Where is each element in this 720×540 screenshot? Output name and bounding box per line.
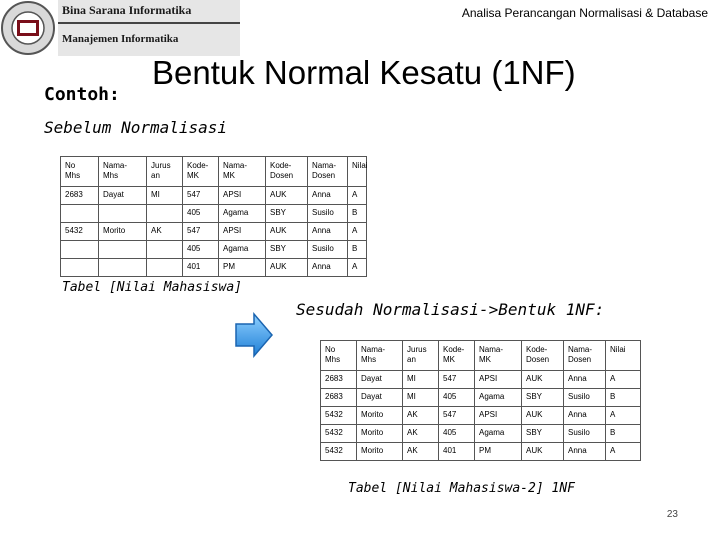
table-cell: Anna — [308, 223, 348, 241]
table-cell: 401 — [439, 443, 475, 461]
table-cell: SBY — [522, 425, 564, 443]
table-cell: B — [348, 241, 367, 259]
table-cell: Dayat — [357, 389, 403, 407]
table-cell: AUK — [522, 371, 564, 389]
logo-line1: Bina Sarana Informatika — [62, 3, 192, 17]
table-row — [61, 241, 367, 259]
table-cell — [99, 259, 147, 277]
column-header-text: Nama- — [479, 345, 504, 354]
table-cell: AK — [147, 223, 183, 241]
table-cell: MI — [403, 371, 439, 389]
table-row — [61, 259, 367, 277]
column-header-text: Mhs — [361, 355, 377, 364]
table-cell: 547 — [439, 371, 475, 389]
column-header — [99, 157, 147, 187]
column-header-text: Nilai — [610, 345, 626, 354]
table-cell — [61, 241, 99, 259]
table-cell: Dayat — [357, 371, 403, 389]
column-header-text: Kode- — [187, 161, 209, 170]
column-header-text: Nama- — [361, 345, 386, 354]
column-header — [183, 157, 219, 187]
table-cell: AK — [403, 407, 439, 425]
table-cell: Anna — [564, 407, 606, 425]
table-cell: AUK — [266, 259, 308, 277]
column-header — [321, 341, 357, 371]
table-row — [61, 187, 367, 205]
column-header-text: Mhs — [103, 171, 119, 180]
table-cell — [99, 241, 147, 259]
table-cell: APSI — [475, 407, 522, 425]
table-after-1nf — [320, 340, 641, 461]
column-header-text: No — [65, 161, 76, 170]
table-cell: Dayat — [99, 187, 147, 205]
column-header-text: Mhs — [65, 171, 81, 180]
table-cell: B — [606, 389, 641, 407]
table-cell: AUK — [522, 443, 564, 461]
table-cell: 5432 — [61, 223, 99, 241]
column-header — [61, 157, 99, 187]
logo-rule — [58, 22, 240, 24]
table-row — [321, 389, 641, 407]
column-header — [147, 157, 183, 187]
page-number: 23 — [666, 509, 678, 520]
column-header — [606, 341, 641, 371]
column-header — [357, 341, 403, 371]
table-cell: B — [606, 425, 641, 443]
column-header-text: MK — [187, 171, 199, 180]
table-cell: Agama — [475, 389, 522, 407]
column-header — [403, 341, 439, 371]
slide-title: Bentuk Normal Kesatu (1NF) — [152, 54, 576, 91]
table-cell: 401 — [183, 259, 219, 277]
table-cell: A — [348, 223, 367, 241]
column-header-text: Dosen — [568, 355, 592, 364]
column-header — [564, 341, 606, 371]
table-cell: AUK — [522, 407, 564, 425]
table-cell: Anna — [308, 259, 348, 277]
table-cell: A — [606, 371, 641, 389]
column-header-text: No — [325, 345, 336, 354]
column-header — [266, 157, 308, 187]
table-cell: APSI — [219, 187, 266, 205]
table-cell: Anna — [564, 371, 606, 389]
institution-logo — [0, 0, 240, 56]
table-cell: Morito — [99, 223, 147, 241]
table-cell — [99, 205, 147, 223]
table-cell: PM — [475, 443, 522, 461]
column-header-text: Jurus — [407, 345, 427, 354]
table-cell: Susilo — [564, 389, 606, 407]
table-cell: MI — [147, 187, 183, 205]
table-cell: A — [606, 407, 641, 425]
table-cell: B — [348, 205, 367, 223]
table-cell: 2683 — [321, 371, 357, 389]
table-cell: Agama — [219, 241, 266, 259]
table-cell — [61, 205, 99, 223]
table-cell: 5432 — [321, 425, 357, 443]
table-cell: A — [348, 259, 367, 277]
column-header-text: Nama- — [223, 161, 248, 170]
before-caption: Tabel [Nilai Mahasiswa] — [62, 280, 243, 295]
table-cell — [147, 259, 183, 277]
column-header-text: Kode- — [526, 345, 548, 354]
table-cell: Morito — [357, 425, 403, 443]
table-header-row — [61, 157, 367, 187]
table-cell: Susilo — [308, 241, 348, 259]
after-caption: Tabel [Nilai Mahasiswa-2] 1NF — [348, 481, 575, 496]
column-header-text: MK — [443, 355, 455, 364]
column-header-text: MK — [223, 171, 235, 180]
column-header — [475, 341, 522, 371]
table-cell: 2683 — [321, 389, 357, 407]
table-cell: Susilo — [564, 425, 606, 443]
table-cell: 405 — [439, 425, 475, 443]
column-header — [439, 341, 475, 371]
table-cell: AUK — [266, 223, 308, 241]
table-cell — [147, 205, 183, 223]
table-cell: 2683 — [61, 187, 99, 205]
table-cell: MI — [403, 389, 439, 407]
table-cell: 547 — [183, 187, 219, 205]
table-row — [321, 407, 641, 425]
column-header — [219, 157, 266, 187]
column-header-text: Kode- — [443, 345, 465, 354]
table-cell: Morito — [357, 407, 403, 425]
table-cell — [61, 259, 99, 277]
logo-emblem-icon — [0, 0, 58, 56]
table-row — [61, 205, 367, 223]
table-cell: APSI — [475, 371, 522, 389]
table-header-row — [321, 341, 641, 371]
example-label: Contoh: — [44, 84, 120, 105]
table-before-normalization — [60, 156, 367, 277]
table-cell: SBY — [266, 241, 308, 259]
column-header-text: Nama- — [103, 161, 128, 170]
column-header-text: Nama- — [312, 161, 337, 170]
table-cell: AK — [403, 425, 439, 443]
table-cell: 5432 — [321, 407, 357, 425]
column-header-text: Dosen — [312, 171, 336, 180]
column-header-text: Dosen — [270, 171, 294, 180]
table-cell: A — [348, 187, 367, 205]
column-header-text: Nama- — [568, 345, 593, 354]
table-cell — [147, 241, 183, 259]
column-header-text: Kode- — [270, 161, 292, 170]
column-header — [308, 157, 348, 187]
column-header-text: Mhs — [325, 355, 341, 364]
table-cell: AK — [403, 443, 439, 461]
table-cell: AUK — [266, 187, 308, 205]
table-cell: SBY — [266, 205, 308, 223]
table-cell: Agama — [219, 205, 266, 223]
table-cell: Anna — [564, 443, 606, 461]
after-heading: Sesudah Normalisasi->Bentuk 1NF: — [296, 300, 605, 319]
before-heading: Sebelum Normalisasi — [44, 118, 228, 137]
column-header — [522, 341, 564, 371]
header-title: Analisa Perancangan Normalisasi & Database — [461, 6, 708, 20]
table-cell: 5432 — [321, 443, 357, 461]
table-row — [321, 443, 641, 461]
table-row — [61, 223, 367, 241]
table-cell: A — [606, 443, 641, 461]
column-header-text: MK — [479, 355, 491, 364]
table-row — [321, 425, 641, 443]
table-cell: 405 — [439, 389, 475, 407]
table-cell: APSI — [219, 223, 266, 241]
table-cell: Morito — [357, 443, 403, 461]
column-header-text: an — [151, 171, 160, 180]
table-cell: Agama — [475, 425, 522, 443]
column-header-text: Dosen — [526, 355, 550, 364]
logo-line2: Manajemen Informatika — [62, 33, 179, 45]
arrow-right-icon — [234, 312, 274, 358]
column-header-text: Jurus — [151, 161, 171, 170]
table-cell: 405 — [183, 241, 219, 259]
table-cell: PM — [219, 259, 266, 277]
column-header — [348, 157, 367, 187]
table-cell: 547 — [439, 407, 475, 425]
table-cell: 547 — [183, 223, 219, 241]
table-cell: 405 — [183, 205, 219, 223]
table-cell: Anna — [308, 187, 348, 205]
table-cell: SBY — [522, 389, 564, 407]
column-header-text: an — [407, 355, 416, 364]
table-cell: Susilo — [308, 205, 348, 223]
column-header-text: Nilai — [352, 161, 368, 170]
table-row — [321, 371, 641, 389]
